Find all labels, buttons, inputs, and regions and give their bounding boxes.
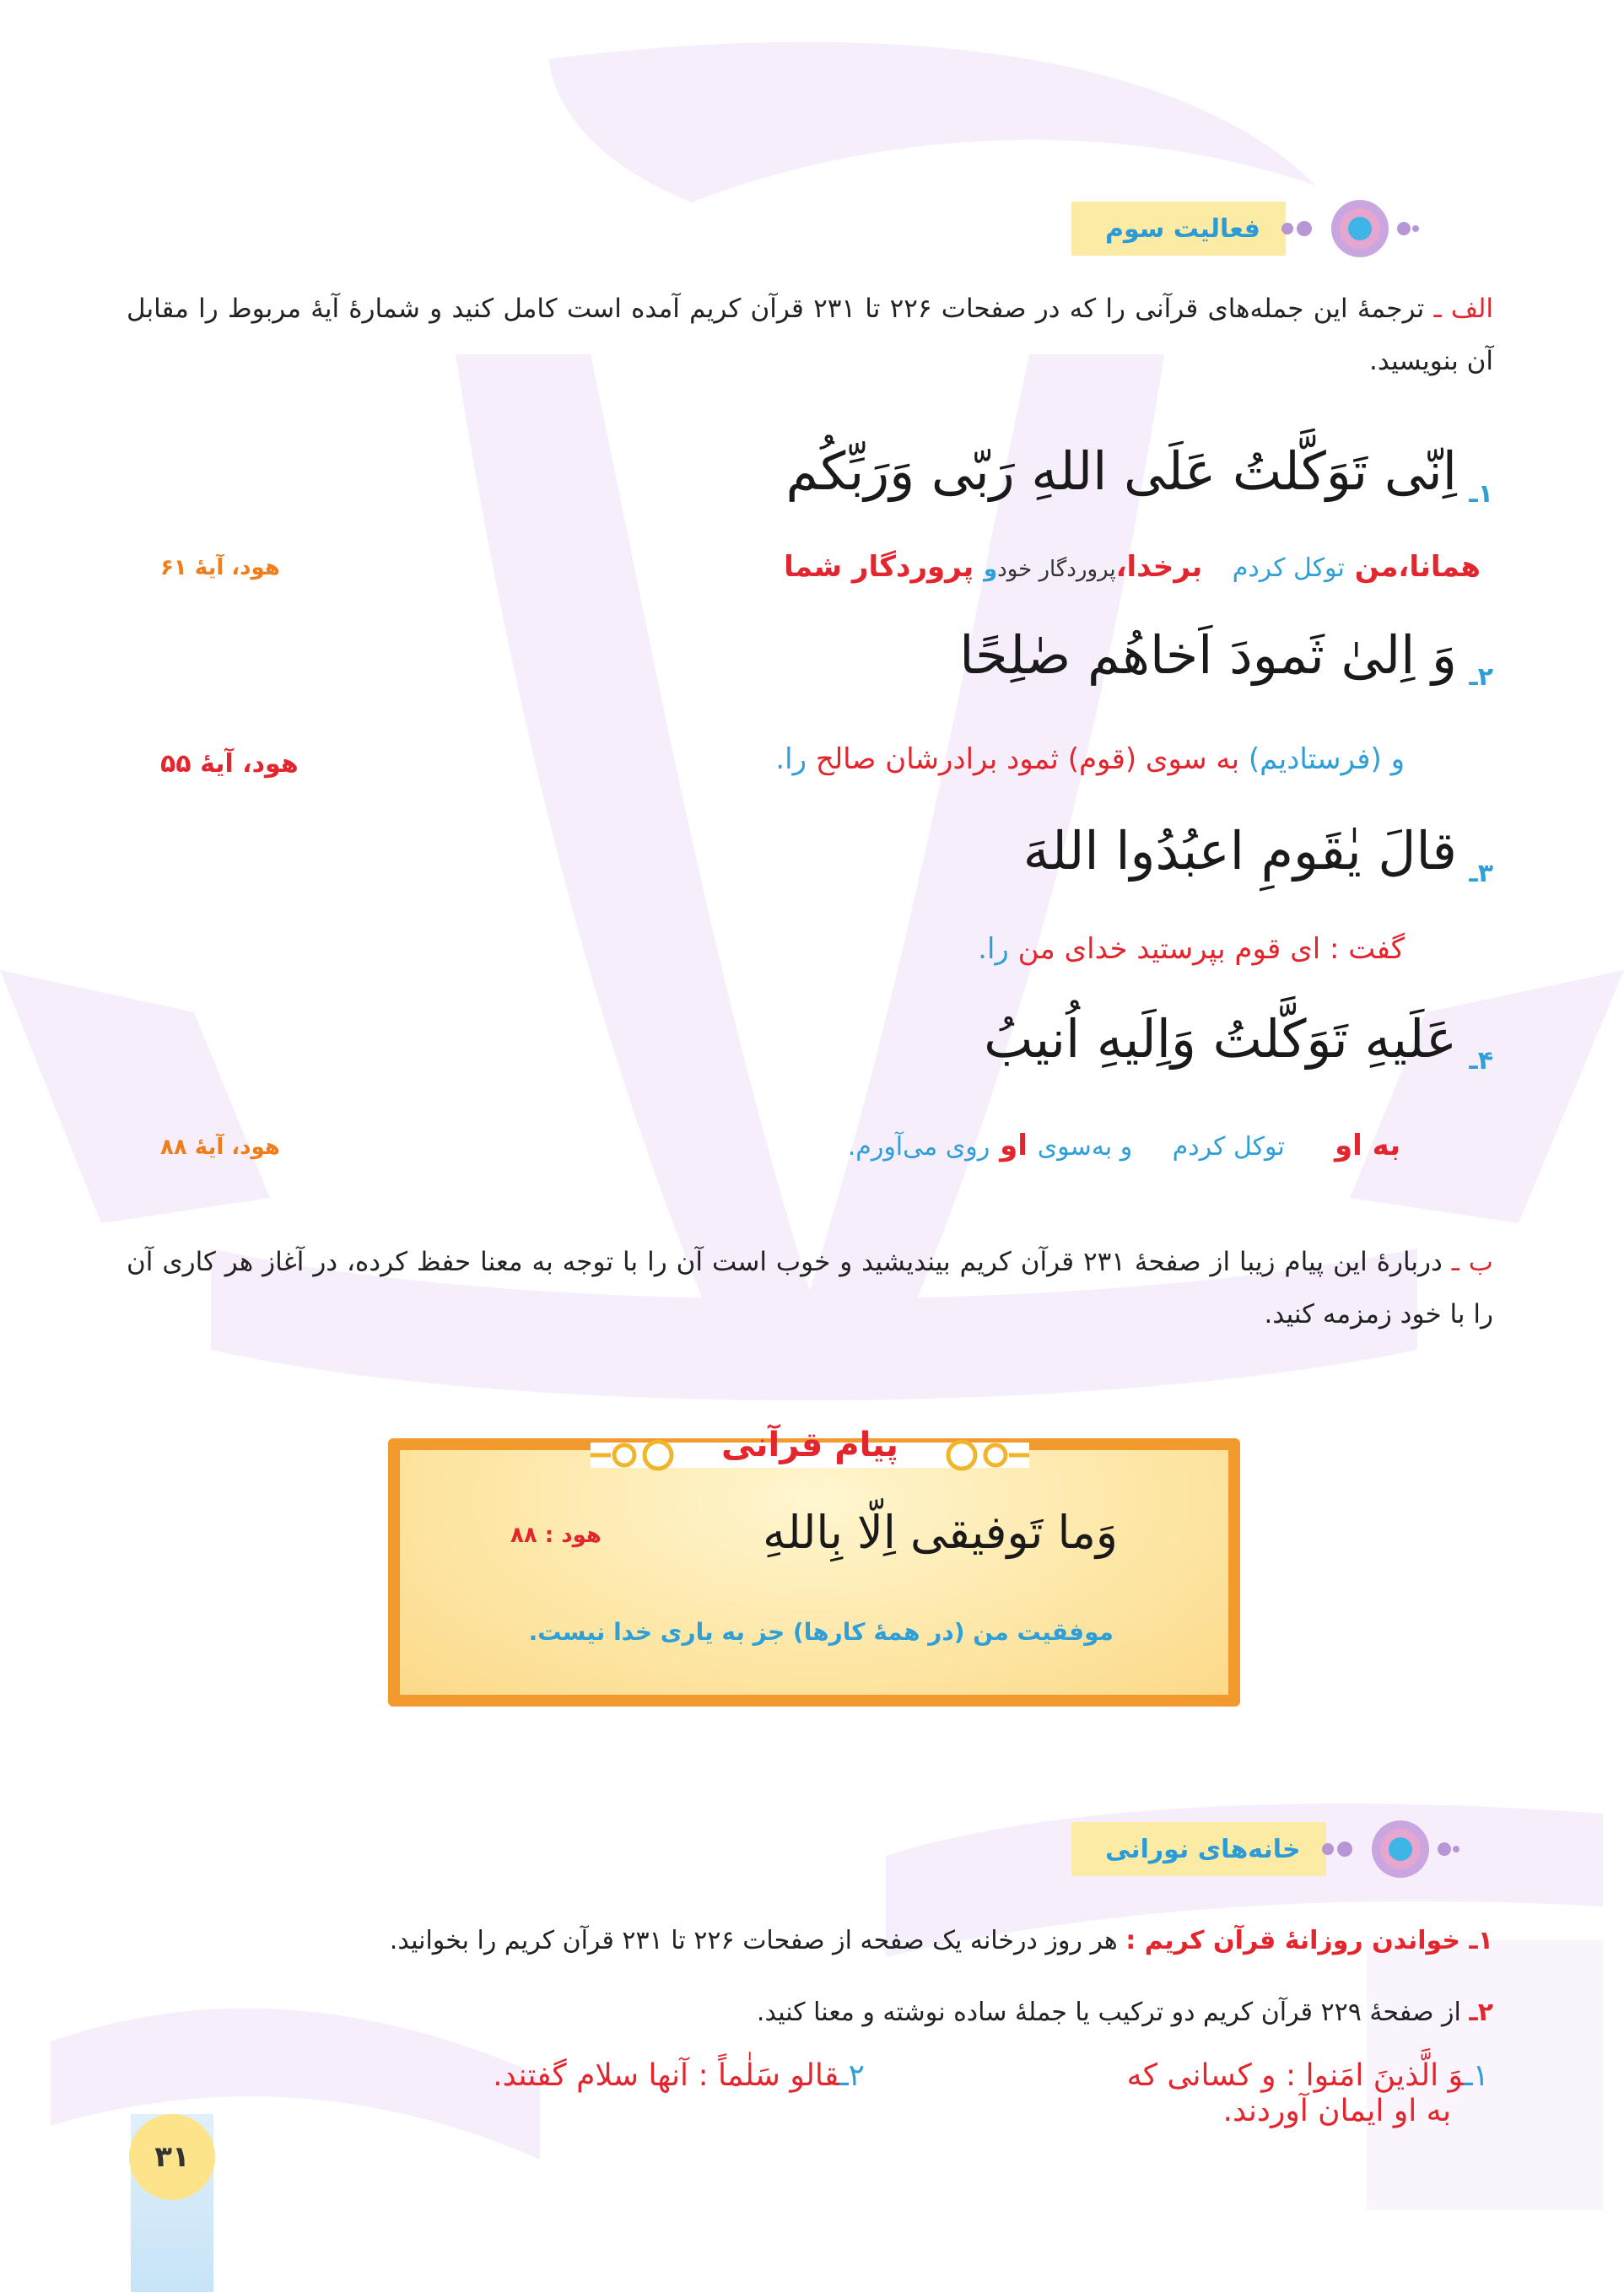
t1h: پروردگار شما [784,550,974,584]
t4e: روی می‌آورم. [847,1132,990,1162]
handwritten-answer-1 [1127,2058,1489,2094]
item-2-number: ۲ـ [1469,662,1493,692]
t1c: توکل کردم [1232,553,1345,583]
page-number: ۳۱ [129,2114,215,2200]
t2b: به سوی (قوم) ثمود برادرشان صالح [815,742,1240,776]
item-4-number: ۴ـ [1469,1046,1493,1076]
message-translation: موفقیت من (در همهٔ کارها) جز به یاری خدا نیست. [528,1618,1114,1646]
item-3-number: ۳ـ [1469,859,1493,888]
t4b: توکل کردم [1172,1132,1285,1162]
t2c: را. [775,742,807,776]
t1d: بر [1173,550,1203,584]
item-3-translation [978,932,1405,966]
task-2 [127,1987,1493,2039]
message-ayah: وَما تَوفیقی اِلّا بِاللهِ [763,1506,1118,1559]
item-2-ayah: وَ اِلیٰ ثَمودَ اَخاهُم صٰلِحًا [959,624,1457,686]
task-1-text: هر روز درخانه یک صفحه از صفحات ۲۲۶ تا ۲۳۱ قرآن کریم را بخوانید. [389,1926,1126,1955]
t2-ref: هود، آیهٔ ۵۵ [160,749,299,779]
task-1-label: ۱ـ خواندن روزانهٔ قرآن کریم : [1125,1926,1493,1955]
t4c: و به‌سوی [1037,1132,1133,1162]
message-reference: هود : ۸۸ [510,1523,602,1548]
section-badge-homework [1071,1818,1459,1880]
item-1-number: ۱ـ [1469,479,1493,509]
hw-1-line1: وَ الَّذینَ امَنوا : و کسانی که [1126,2058,1465,2093]
t1f: پروردگار خود [997,557,1116,582]
t1b: من [1354,550,1399,584]
message-title: پیام قرآنی [721,1426,898,1464]
t4d: او [1000,1129,1028,1162]
t3a: گفت : ای قوم بپرستید خدای من [1017,932,1405,966]
item-2-reference [160,749,299,779]
t2a: و (فرستادیم) [1248,742,1405,776]
part-b-paragraph [127,1236,1493,1340]
section-badge-activity [1071,197,1419,260]
task-2-text: از صفحهٔ ۲۲۹ قرآن کریم دو ترکیب یا جملهٔ ساده نوشته و معنا کنید. [756,1998,1470,2027]
intro-label: الف ـ [1433,294,1493,324]
intro-paragraph [127,283,1493,387]
t1a: همانا، [1398,550,1481,584]
badge-label: فعالیت سوم [1071,202,1286,256]
part-b-text: دربارهٔ این پیام زیبا از صفحهٔ ۲۳۱ قرآن کریم بیندیشید و خوب است آن را با توجه به معنا حفظ کرده، در آغاز هر کاری آن را با خود زمزمه کنید. [127,1247,1493,1329]
t3b: را. [978,932,1009,966]
handwritten-answer-1-line2: به او ایمان آوردند. [1222,2094,1451,2128]
hw-1-number: ۱ـ [1464,2058,1489,2093]
page-number-tab [131,2114,213,2292]
task-1 [127,1915,1493,1967]
t1e: خدا، [1115,550,1174,584]
ornament-icon [1276,197,1419,260]
task-2-label: ۲ـ [1469,1998,1493,2027]
quran-message-frame [388,1438,1240,1707]
t4a: به او [1334,1129,1400,1162]
hw-2-text: قالو سَلٰماً : آنها سلام گفتند. [493,2058,840,2093]
item-4-translation [848,1129,1400,1162]
item-1-reference: هود، آیهٔ ۶۱ [160,555,280,580]
item-2-translation [775,742,1405,776]
hw-2-number: ۲ـ [839,2058,865,2093]
part-b-label: ب ـ [1451,1247,1493,1277]
item-4-reference: هود، آیهٔ ۸۸ [160,1135,280,1160]
item-4-ayah: عَلَیهِ تَوَکَّلتُ وَاِلَیهِ اُنیبُ [984,1008,1457,1070]
t1g: و [983,557,998,582]
item-1-translation [784,550,1481,584]
ornament-icon [1316,1818,1459,1880]
item-1-ayah: اِنّی تَوَکَّلتُ عَلَی اللهِ رَبّی وَرَبِّکُم [785,440,1457,502]
handwritten-answer-2 [493,2058,865,2094]
badge-label: خانه‌های نورانی [1071,1822,1326,1876]
intro-text: ترجمهٔ این جمله‌های قرآنی را که در صفحات ۲۲۶ تا ۲۳۱ قرآن کریم آمده است کامل کنید و شمارهٔ آیهٔ مربوط را مقابل آن بنویسید. [127,294,1493,376]
item-3-ayah: قالَ یٰقَومِ اعبُدُوا اللهَ [1022,820,1457,882]
